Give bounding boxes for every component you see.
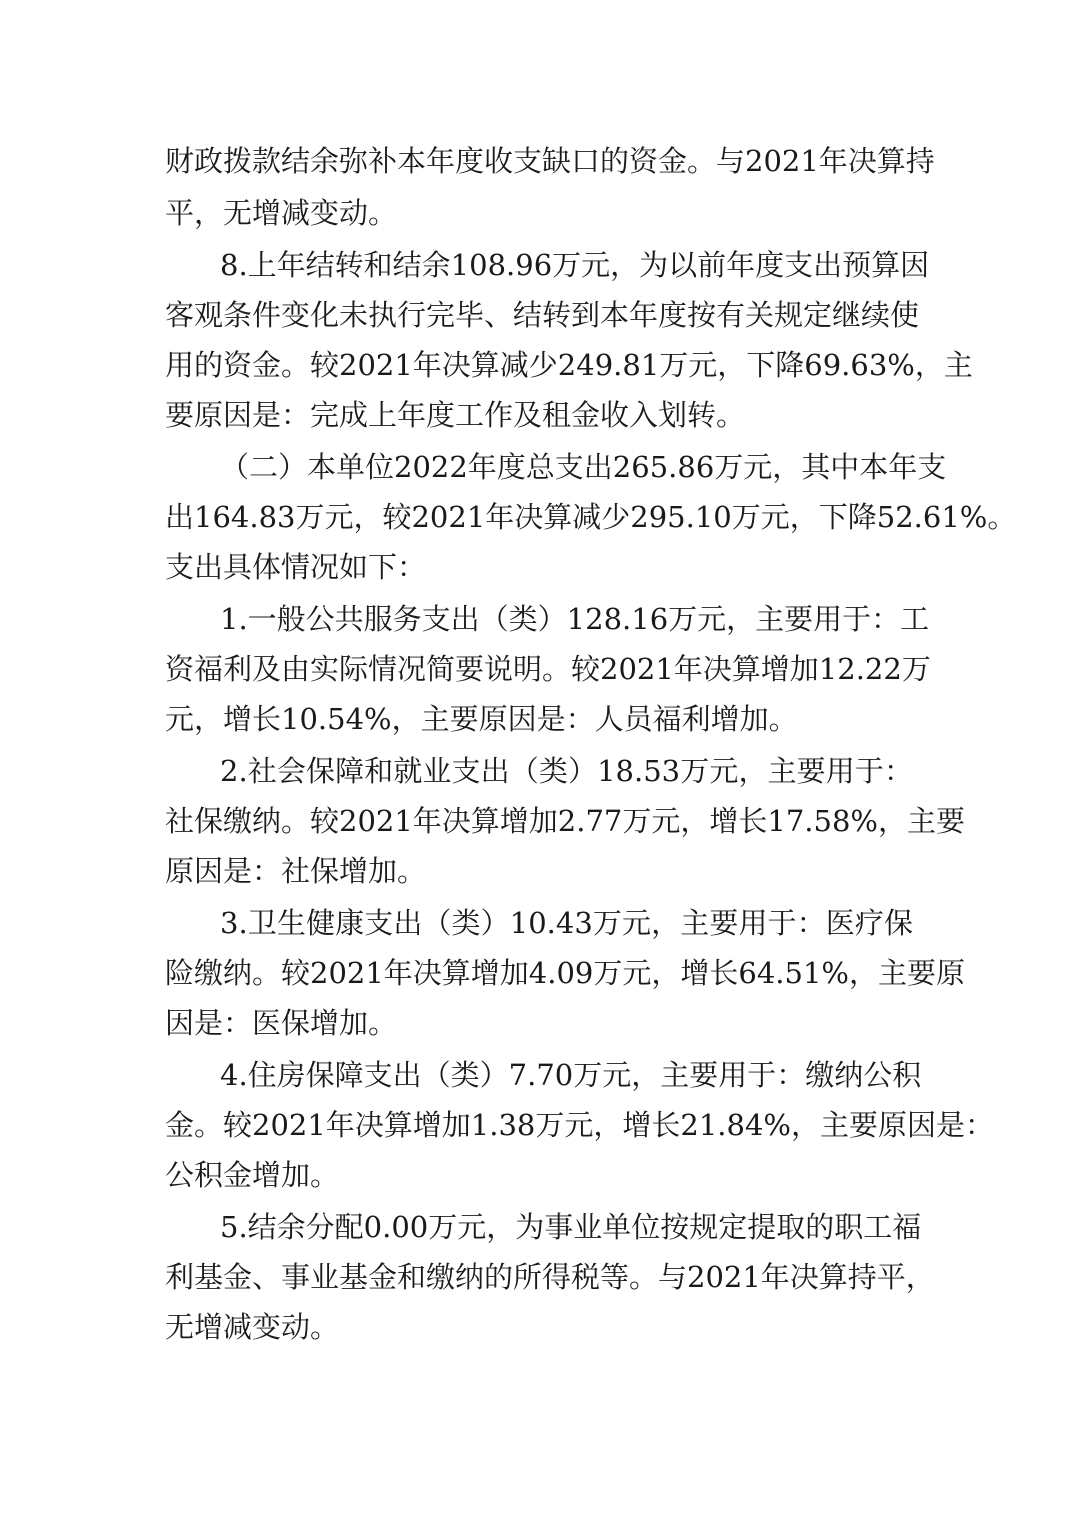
text-line: 财政拨款结余弥补本年度收支缺口的资金。与2021年决算持	[165, 144, 935, 178]
text-line: 2.社会保障和就业支出（类）18.53万元，主要用于：	[220, 754, 913, 788]
text-line: 出164.83万元，较2021年决算减少295.10万元，下降52.61%。	[165, 500, 1017, 534]
text-line: 险缴纳。较2021年决算增加4.09万元，增长64.51%，主要原	[165, 956, 965, 990]
text-line: 要原因是：完成上年度工作及租金收入划转。	[165, 398, 746, 432]
text-line: 元，增长10.54%，主要原因是：人员福利增加。	[165, 702, 798, 736]
text-line: 因是：医保增加。	[165, 1006, 398, 1040]
text-line: 资福利及由实际情况简要说明。较2021年决算增加12.22万	[165, 652, 931, 686]
text-line: 4.住房保障支出（类）7.70万元，主要用于：缴纳公积	[220, 1058, 922, 1092]
text-line: 原因是：社保增加。	[165, 854, 427, 888]
text-line: 客观条件变化未执行完毕、结转到本年度按有关规定继续使	[165, 298, 920, 332]
text-line: 无增减变动。	[165, 1310, 340, 1344]
text-line: 公积金增加。	[165, 1158, 340, 1192]
text-line: 金。较2021年决算增加1.38万元，增长21.84%，主要原因是：	[165, 1108, 994, 1142]
text-line: 5.结余分配0.00万元，为事业单位按规定提取的职工福	[220, 1210, 922, 1244]
text-line: 利基金、事业基金和缴纳的所得税等。与2021年决算持平，	[165, 1260, 935, 1294]
text-line: 社保缴纳。较2021年决算增加2.77万元，增长17.58%，主要	[165, 804, 965, 838]
text-line: 1.一般公共服务支出（类）128.16万元，主要用于：工	[220, 602, 930, 636]
text-line: （二）本单位2022年度总支出265.86万元，其中本年支	[220, 450, 947, 484]
text-line: 支出具体情况如下：	[165, 550, 427, 584]
text-line: 3.卫生健康支出（类）10.43万元，主要用于：医疗保	[220, 906, 913, 940]
text-line: 平，无增减变动。	[165, 196, 398, 230]
text-line: 8.上年结转和结余108.96万元，为以前年度支出预算因	[220, 248, 930, 282]
text-line: 用的资金。较2021年决算减少249.81万元，下降69.63%，主	[165, 348, 973, 382]
